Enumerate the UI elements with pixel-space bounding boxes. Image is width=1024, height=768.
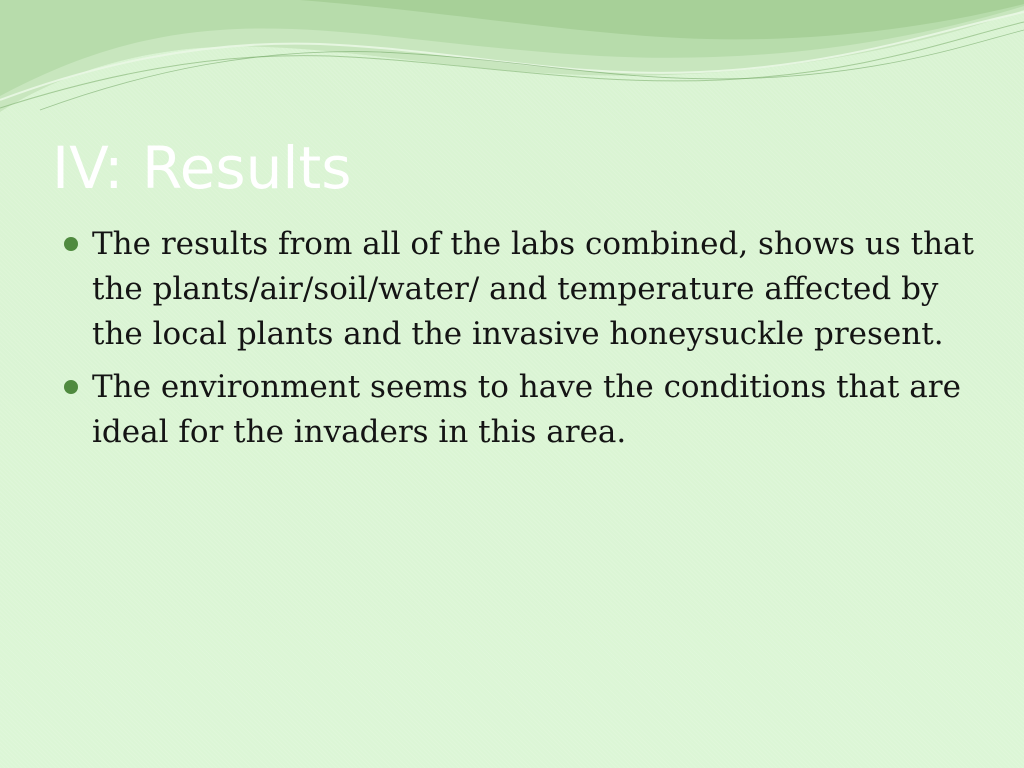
bullet-list bbox=[60, 222, 980, 463]
bullet-text: The results from all of the labs combined, shows us that the plants/air/soil/water/ and temperature affected by the local plants and the invasive honeysuckle present. bbox=[92, 226, 974, 352]
bullet-item bbox=[60, 365, 980, 455]
bullet-icon bbox=[64, 380, 78, 394]
bullet-item bbox=[60, 222, 980, 357]
slide-title: IV: Results bbox=[52, 134, 352, 202]
bullet-text: The environment seems to have the conditions that are ideal for the invaders in this area. bbox=[92, 369, 961, 450]
bullet-icon bbox=[64, 237, 78, 251]
decorative-wave-header bbox=[0, 0, 1024, 120]
